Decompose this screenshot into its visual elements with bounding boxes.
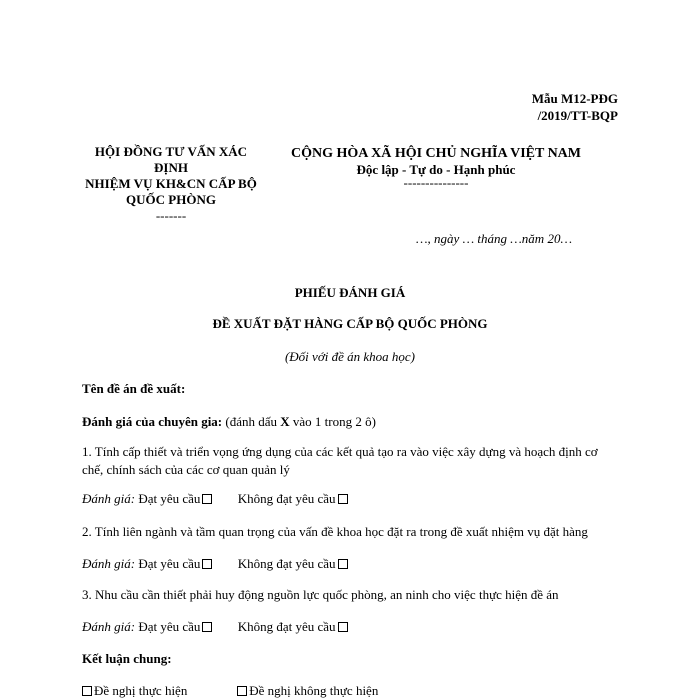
form-code [532,90,618,124]
expert-hint-post: vào 1 trong 2 ô) [289,414,376,429]
rating-pass-label: Đạt yêu cầu [138,556,201,571]
reject-label: Đề nghị không thực hiện [249,683,379,698]
criterion-2-fail-checkbox[interactable] [338,559,348,569]
criterion-1-fail-checkbox[interactable] [338,494,348,504]
conclusion-options [82,682,622,700]
rating-fail-label: Không đạt yêu cầu [237,556,336,571]
agency-line1: HỘI ĐỒNG TƯ VẤN XÁC ĐỊNH [94,144,248,175]
form-code-line1: Mẫu M12-PĐG [531,91,618,106]
rating-label: Đánh giá: [82,556,136,571]
rating-label: Đánh giá: [82,619,136,634]
form-title: PHIẾU ĐÁNH GIÁ [294,285,406,300]
nation-motto: Độc lập - Tự do - Hạnh phúc [356,162,516,177]
criterion-1-rating [82,490,622,508]
criterion-2-rating [82,555,622,573]
criterion-2: 2. Tính liên ngành và tầm quan trọng của vấn đề khoa học đặt ra trong đề xuất nhiệm vụ đặt hàng [82,524,588,539]
rating-pass-label: Đạt yêu cầu [138,491,201,506]
conclusion-label: Kết luận chung: [82,651,172,666]
project-name-label: Tên đề án đề xuất: [82,381,186,396]
agency-line2: NHIỆM VỤ KH&CN CẤP BỘ QUỐC PHÒNG [85,176,257,207]
form-scope-note: (Đối với đề án khoa học) [284,349,416,364]
nation-title: CỘNG HÒA XÃ HỘI CHỦ NGHĨA VIỆT NAM [290,146,581,161]
reject-checkbox[interactable] [237,686,247,696]
criterion-3: 3. Nhu cầu cần thiết phải huy động nguồn lực quốc phòng, an ninh cho việc thực hiện đề án [82,587,559,602]
propose-checkbox[interactable] [82,686,92,696]
criterion-3-rating [82,618,622,636]
criterion-1: 1. Tính cấp thiết và triển vọng ứng dụng của các kết quả tạo ra vào việc xây dựng và hoạch định cơ chế, chính sách của các cơ quan quản lý [82,444,598,477]
expert-hint-x: X [280,414,290,429]
nation-divider: --------------- [403,175,469,190]
agency-header [84,144,258,224]
rating-fail-label: Không đạt yêu cầu [237,491,336,506]
expert-evaluation-line [82,413,622,431]
propose-label: Đề nghị thực hiện [94,683,188,698]
rating-fail-label: Không đạt yêu cầu [237,619,336,634]
form-code-line2: /2019/TT-BQP [537,108,618,123]
rating-label: Đánh giá: [82,491,136,506]
rating-pass-label: Đạt yêu cầu [138,619,201,634]
expert-hint-pre: (đánh dấu [222,414,281,429]
date-line: …, ngày … tháng …năm 20… [416,231,573,246]
criterion-1-pass-checkbox[interactable] [202,494,212,504]
criterion-3-fail-checkbox[interactable] [338,622,348,632]
national-header [276,146,596,188]
criterion-2-pass-checkbox[interactable] [202,559,212,569]
agency-divider: ------- [155,208,187,223]
criterion-3-pass-checkbox[interactable] [202,622,212,632]
expert-label: Đánh giá của chuyên gia: [82,414,223,429]
form-subtitle-main: ĐỀ XUẤT ĐẶT HÀNG CẤP BỘ QUỐC PHÒNG [212,316,488,331]
